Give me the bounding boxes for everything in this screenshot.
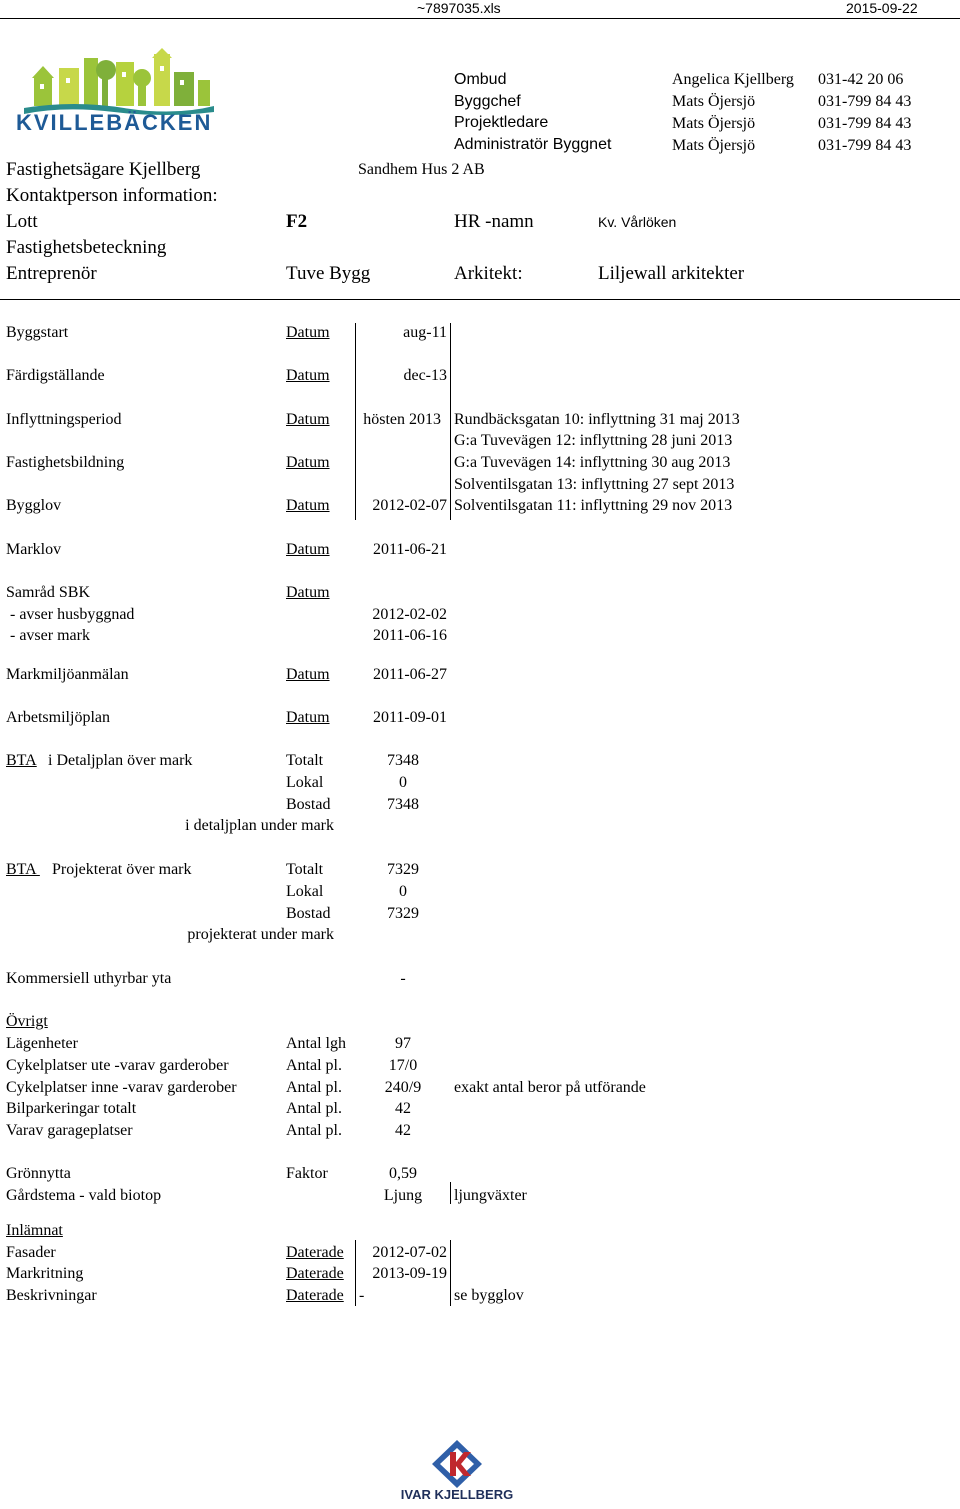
- inlamnat-row-type: Daterade: [286, 1265, 344, 1282]
- bygglov-type: Datum: [286, 497, 330, 514]
- inflyttning-item: Solventilsgatan 13: inflyttning 27 sept 2013: [454, 476, 735, 493]
- print-date: 2015-09-22: [846, 0, 918, 16]
- husbyggnad-value: 2012-02-02: [372, 606, 447, 623]
- name-administrator: Mats Öjersjö: [672, 137, 756, 154]
- ovrigt-row-label: Varav garageplatser: [6, 1122, 133, 1139]
- gardstema-value: Ljung: [383, 1187, 423, 1204]
- bta-detalj-bostad: 7348: [387, 796, 419, 813]
- markmiljo-value: 2011-06-27: [372, 666, 447, 683]
- ovrigt-row-label: Cykelplatser ute -varav garderober: [6, 1057, 229, 1074]
- mark-value: 2011-06-16: [372, 627, 447, 644]
- lott-label: Lott: [6, 211, 38, 232]
- hr-label: HR -namn: [454, 211, 534, 232]
- bygglov-label: Bygglov: [6, 497, 62, 514]
- inlamnat-heading: Inlämnat: [6, 1222, 63, 1239]
- inflyttning-item: Rundbäcksgatan 10: inflyttning 31 maj 2013: [454, 411, 740, 428]
- bta-detalj-prefix: BTA: [6, 752, 37, 769]
- inflyttningsperiod-type: Datum: [286, 411, 330, 428]
- inlamnat-row-label: Fasader: [6, 1244, 56, 1261]
- inflyttningsperiod-label: Inflyttningsperiod: [6, 411, 122, 428]
- file-name: ~7897035.xls: [417, 0, 501, 16]
- inlamnat-row-note: se bygglov: [454, 1287, 524, 1304]
- fardigstallande-label: Färdigställande: [6, 367, 105, 384]
- name-byggchef: Mats Öjersjö: [672, 93, 756, 110]
- mark-label: - avser mark: [6, 627, 90, 644]
- ovrigt-row-value: 97: [395, 1035, 411, 1052]
- phone-administrator: 031-799 84 43: [818, 137, 912, 154]
- inlamnat-row-value: 2012-07-02: [372, 1244, 447, 1261]
- kvillebacken-logo: [14, 48, 220, 138]
- role-administrator: Administratör Byggnet: [454, 136, 612, 153]
- owner-label: Fastighetsägare Kjellberg: [6, 159, 201, 180]
- inflyttning-item: G:a Tuvevägen 14: inflyttning 30 aug 2013: [454, 454, 731, 471]
- ovrigt-row-unit: Antal lgh: [286, 1035, 346, 1052]
- phone-byggchef: 031-799 84 43: [818, 93, 912, 110]
- gronytta-value: 0,59: [389, 1165, 417, 1182]
- arkitekt-value: Liljewall arkitekter: [598, 263, 745, 284]
- header-divider: [0, 18, 960, 19]
- bta-proj-lokal-label: Lokal: [286, 883, 324, 900]
- contact-label: Kontaktperson information:: [6, 185, 218, 206]
- entreprenor-label: Entreprenör: [6, 263, 97, 284]
- marklov-value: 2011-06-21: [372, 541, 447, 558]
- bta-proj-bostad-label: Bostad: [286, 905, 331, 922]
- inlamnat-row-value: -: [359, 1287, 365, 1304]
- kommersiell-value: -: [400, 970, 406, 987]
- fardigstallande-type: Datum: [286, 367, 330, 384]
- byggstart-value: aug-11: [403, 324, 447, 341]
- ivar-kjellberg-logo-text: IVAR KJELLBERG: [400, 1487, 514, 1502]
- samrad-label: Samråd SBK: [6, 584, 90, 601]
- ovrigt-row-value: 42: [395, 1122, 411, 1139]
- role-byggchef: Byggchef: [454, 93, 521, 110]
- section-divider: [0, 299, 960, 300]
- bta-detalj-totalt-label: Totalt: [286, 752, 324, 769]
- phone-projektledare: 031-799 84 43: [818, 115, 912, 132]
- bta-proj-lokal: 0: [399, 883, 407, 900]
- ovrigt-row-label: Cykelplatser inne -varav garderober: [6, 1079, 237, 1096]
- bta-proj-totalt-label: Totalt: [286, 861, 324, 878]
- samrad-type: Datum: [286, 584, 330, 601]
- ovrigt-row-value: 17/0: [388, 1057, 418, 1074]
- bta-proj-totalt: 7329: [387, 861, 419, 878]
- arkitekt-label: Arkitekt:: [454, 263, 523, 284]
- inflyttning-item: G:a Tuvevägen 12: inflyttning 28 juni 2013: [454, 432, 733, 449]
- fastighetsbeteckning-label: Fastighetsbeteckning: [6, 237, 167, 258]
- ovrigt-row-label: Lägenheter: [6, 1035, 78, 1052]
- inlamnat-row-label: Beskrivningar: [6, 1287, 97, 1304]
- markmiljo-type: Datum: [286, 666, 330, 683]
- marklov-type: Datum: [286, 541, 330, 558]
- byggstart-label: Byggstart: [6, 324, 69, 341]
- ovrigt-row-unit: Antal pl.: [286, 1122, 342, 1139]
- byggstart-type: Datum: [286, 324, 330, 341]
- bta-proj-prefix: BTA: [6, 861, 40, 878]
- ovrigt-row-value: 240/9: [384, 1079, 422, 1096]
- ovrigt-row-unit: Antal pl.: [286, 1100, 342, 1117]
- fastighetsbildning-type: Datum: [286, 454, 330, 471]
- ovrigt-row-unit: Antal pl.: [286, 1079, 342, 1096]
- inlamnat-border-right: [450, 1240, 451, 1306]
- bta-proj-bostad: 7329: [387, 905, 419, 922]
- fastighetsbildning-label: Fastighetsbildning: [6, 454, 125, 471]
- inlamnat-row-value: 2013-09-19: [372, 1265, 447, 1282]
- owner-value: Sandhem Hus 2 AB: [358, 161, 485, 178]
- bta-proj-under: projekterat under mark: [187, 926, 334, 943]
- kvillebacken-logo-text: KVILLEBÄCKEN: [16, 110, 213, 135]
- name-projektledare: Mats Öjersjö: [672, 115, 756, 132]
- gardstema-border: [450, 1182, 451, 1204]
- ovrigt-heading: Övrigt: [6, 1013, 48, 1030]
- bta-detalj-bostad-label: Bostad: [286, 796, 331, 813]
- gardstema-label: Gårdstema - vald biotop: [6, 1187, 162, 1204]
- ovrigt-row-value: 42: [395, 1100, 411, 1117]
- arbetsmiljoplan-value: 2011-09-01: [372, 709, 447, 726]
- bta-detalj-totalt: 7348: [387, 752, 419, 769]
- bta-proj-label: Projekterat över mark: [52, 861, 192, 878]
- phone-ombud: 031-42 20 06: [818, 71, 904, 88]
- bta-detalj-lokal: 0: [399, 774, 407, 791]
- marklov-label: Marklov: [6, 541, 62, 558]
- arbetsmiljoplan-type: Datum: [286, 709, 330, 726]
- hr-value: Kv. Vårlöken: [598, 214, 677, 230]
- arbetsmiljoplan-label: Arbetsmiljöplan: [6, 709, 110, 726]
- bta-detalj-under: i detaljplan under mark: [185, 817, 334, 834]
- inflyttningsperiod-value: hösten 2013: [363, 411, 441, 428]
- role-ombud: Ombud: [454, 71, 507, 88]
- fardigstallande-value: dec-13: [403, 367, 447, 384]
- ivar-kjellberg-logo: [400, 1438, 514, 1506]
- gronytta-unit: Faktor: [286, 1165, 328, 1182]
- bta-detalj-lokal-label: Lokal: [286, 774, 324, 791]
- ovrigt-row-unit: Antal pl.: [286, 1057, 342, 1074]
- name-ombud: Angelica Kjellberg: [672, 71, 794, 88]
- inflyttning-item: Solventilsgatan 11: inflyttning 29 nov 2013: [454, 497, 733, 514]
- inlamnat-row-type: Daterade: [286, 1244, 344, 1261]
- ovrigt-row-label: Bilparkeringar totalt: [6, 1100, 137, 1117]
- ovrigt-row-note: exakt antal beror på utförande: [454, 1079, 646, 1096]
- markmiljo-label: Markmiljöanmälan: [6, 666, 129, 683]
- kommersiell-label: Kommersiell uthyrbar yta: [6, 970, 172, 987]
- husbyggnad-label: - avser husbyggnad: [6, 606, 135, 623]
- col-border-right: [450, 323, 451, 520]
- role-projektledare: Projektledare: [454, 114, 549, 131]
- bta-detalj-label: i Detaljplan över mark: [48, 752, 193, 769]
- gardstema-note: ljungväxter: [454, 1187, 527, 1204]
- bygglov-value: 2012-02-07: [372, 497, 447, 514]
- ivar-kjellberg-logo-graphic: [400, 1438, 514, 1488]
- lott-value: F2: [286, 211, 308, 232]
- inlamnat-row-label: Markritning: [6, 1265, 84, 1282]
- inlamnat-row-type: Daterade: [286, 1287, 344, 1304]
- gronytta-label: Grönnytta: [6, 1165, 71, 1182]
- entreprenor-value: Tuve Bygg: [286, 263, 371, 284]
